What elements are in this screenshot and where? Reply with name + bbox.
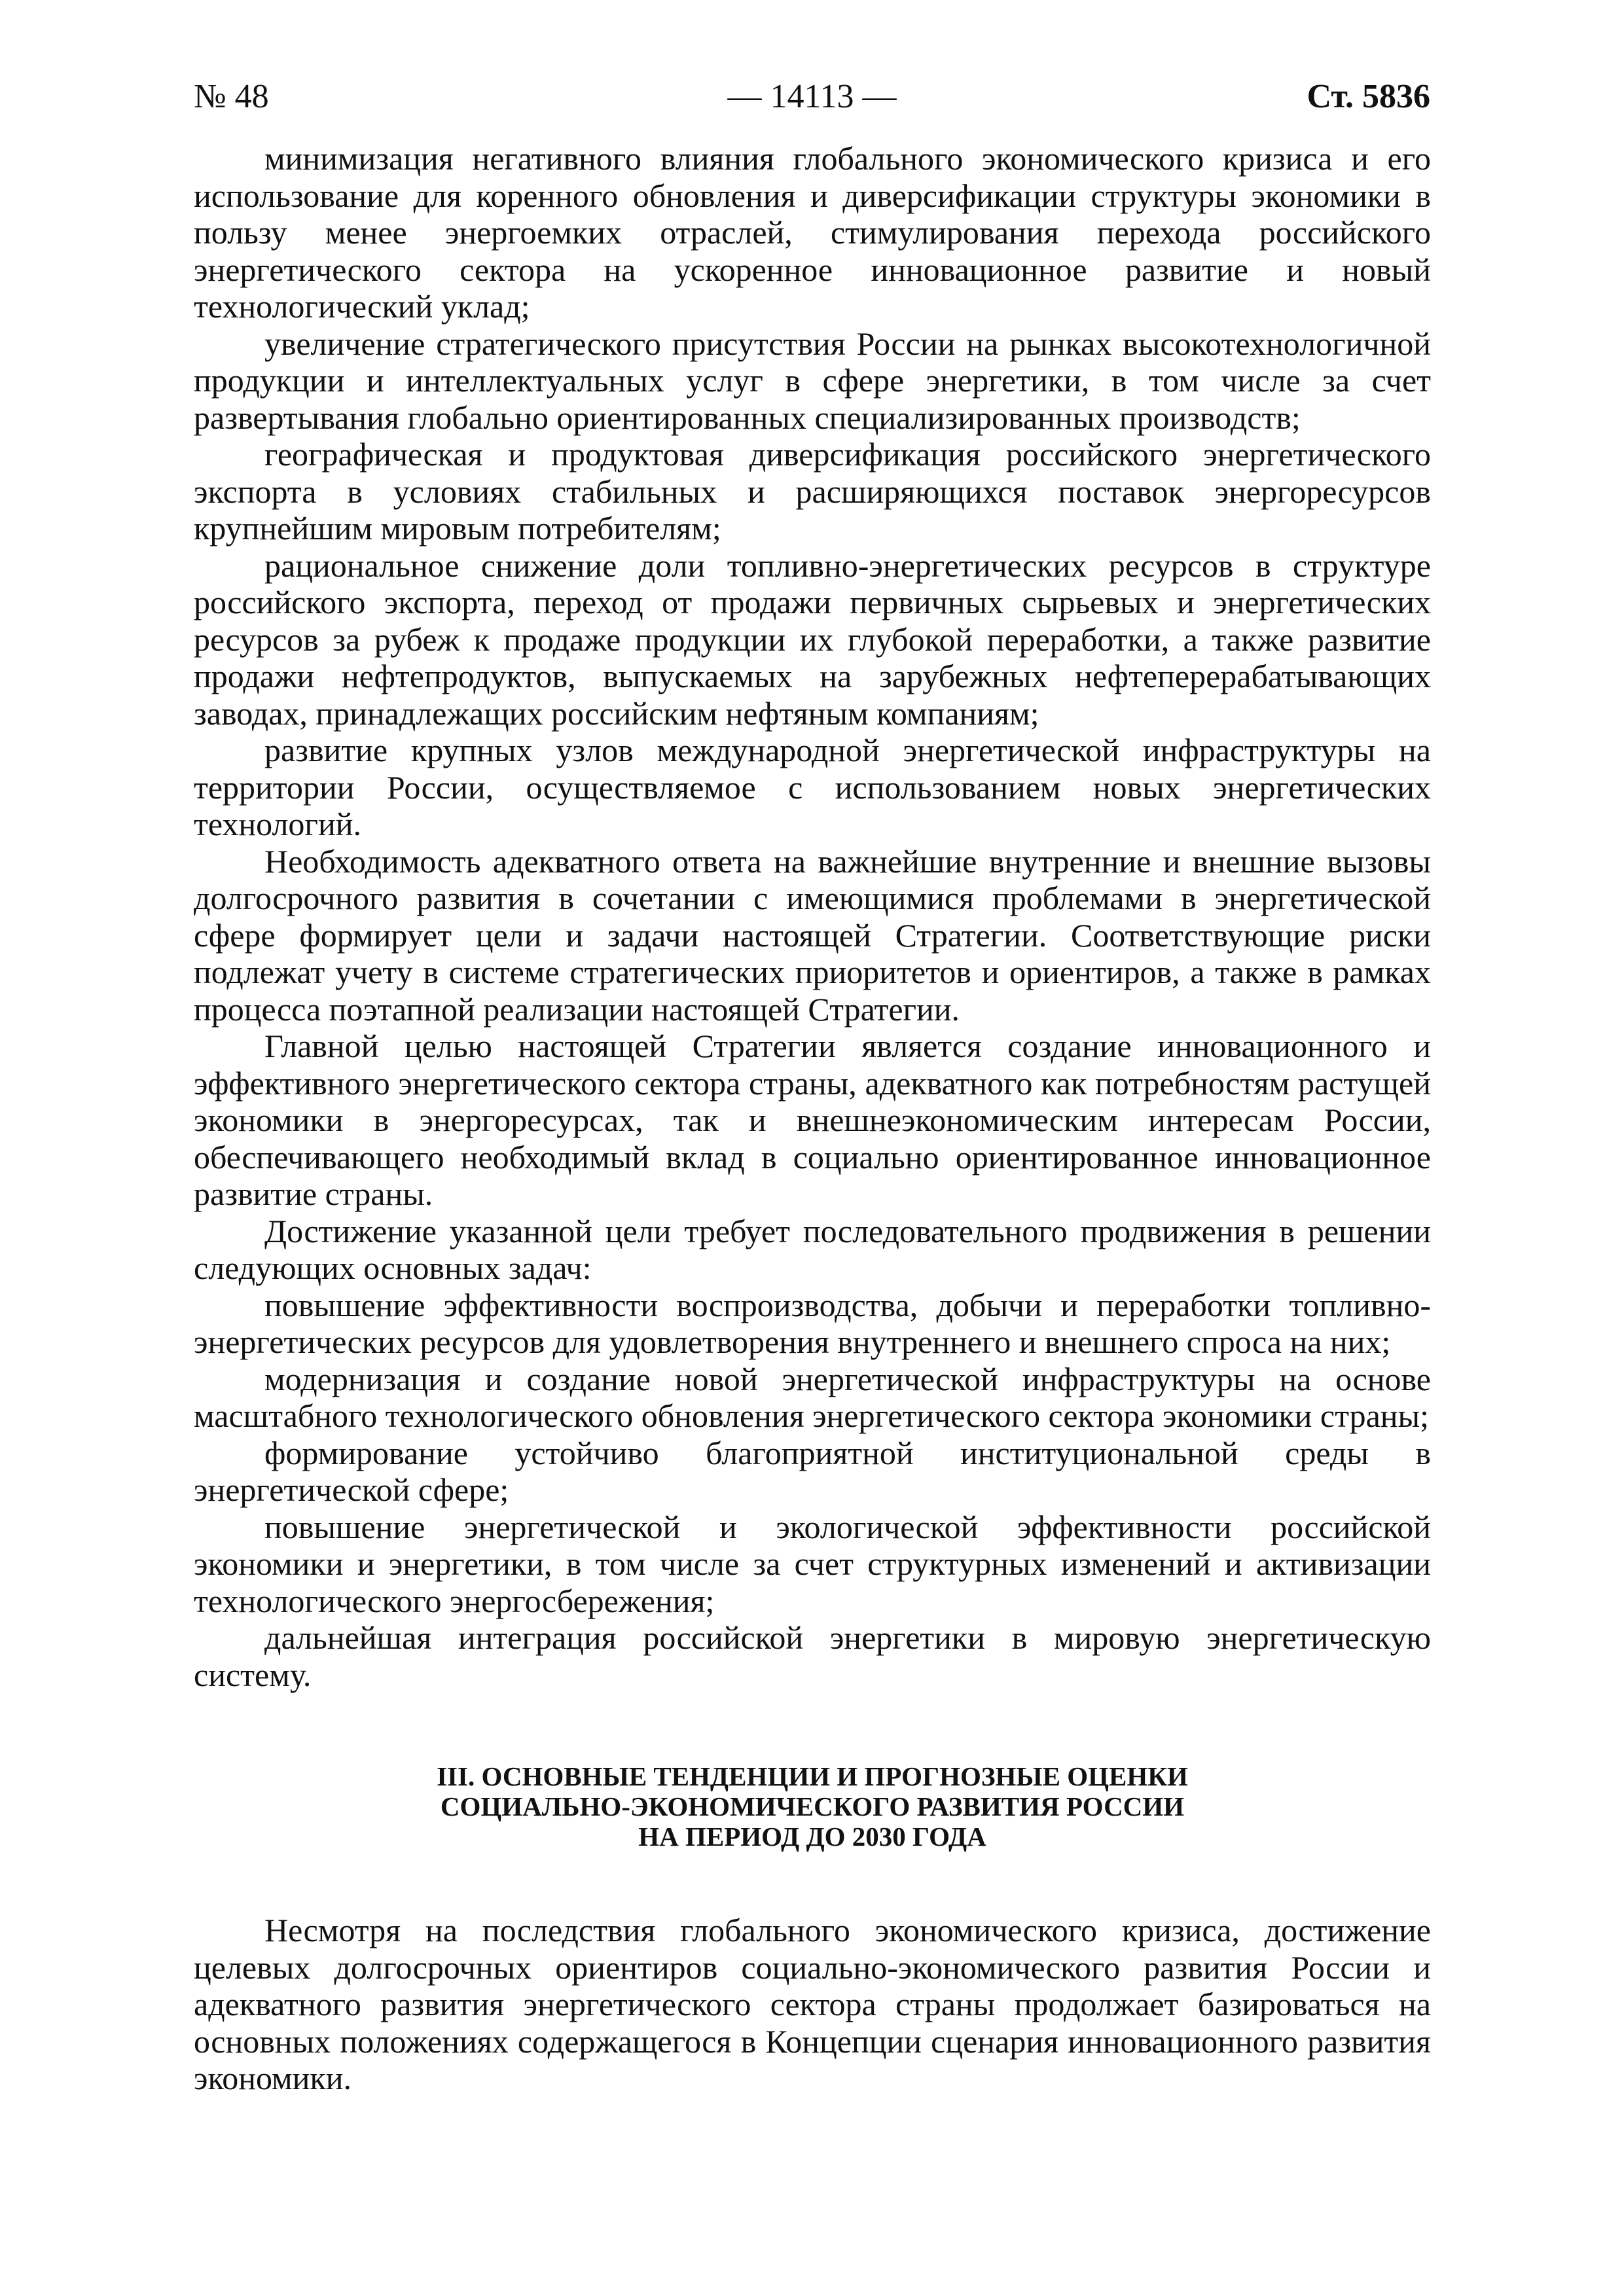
paragraph: повышение эффективности воспроизводства, добычи и переработки топливно-энергетических ресурсов для удовлетворения внутреннего и внешнего спроса на них; bbox=[194, 1286, 1431, 1360]
paragraph: Необходимость адекватного ответа на важнейшие внутренние и внешние вызовы долгосрочного развития в сочетании с имеющимися проблемами в энергетической сфере формирует цели и задачи настоящей Стратегии. Соответствующие риски подлежат учету в системе стратегических приоритетов и ориентиров, а также в рамках процесса поэтапной реализации настоящей Стратегии. bbox=[194, 842, 1431, 1028]
article-number: Ст. 5836 bbox=[1307, 78, 1430, 115]
paragraph: Несмотря на последствия глобального экономического кризиса, достижение целевых долгосрочных ориентиров социально-экономического развития России и адекватного развития энергетического сектора страны продолжает базироваться на основных положениях содержащегося в Концепции сценария инновационного развития экономики. bbox=[194, 1912, 1431, 2096]
paragraph: рациональное снижение доли топливно-энергетических ресурсов в структуре российского экспорта, переход от продажи первичных сырьевых и энергетических ресурсов за рубеж к продаже продукции их глубокой переработки, а также развитие продажи нефтепродуктов, выпускаемых на зарубежных нефтеперерабатывающих заводах, принадлежащих российским нефтяным компаниям; bbox=[194, 547, 1431, 732]
page-header bbox=[194, 71, 1430, 123]
section-title-line: III. ОСНОВНЫЕ ТЕНДЕНЦИИ И ПРОГНОЗНЫЕ ОЦЕНКИ bbox=[437, 1761, 1188, 1791]
section-title bbox=[194, 1761, 1431, 1852]
page-body bbox=[194, 140, 1431, 2097]
paragraph: увеличение стратегического присутствия России на рынках высокотехнологичной продукции и интеллектуальных услуг в сфере энергетики, в том числе за счет развертывания глобально ориентированных специализированных производств; bbox=[194, 325, 1431, 436]
section-title-line: НА ПЕРИОД ДО 2030 ГОДА bbox=[638, 1821, 986, 1852]
paragraph: Достижение указанной цели требует последовательного продвижения в решении следующих основных задач: bbox=[194, 1212, 1431, 1286]
paragraph: формирование устойчиво благоприятной институциональной среды в энергетической сфере; bbox=[194, 1434, 1431, 1508]
paragraph: развитие крупных узлов международной энергетической инфраструктуры на территории России, осуществляемое с использованием новых энергетических технологий. bbox=[194, 732, 1431, 842]
paragraph: дальнейшая интеграция российской энергетики в мировую энергетическую систему. bbox=[194, 1619, 1431, 1693]
paragraph: модернизация и создание новой энергетической инфраструктуры на основе масштабного технологического обновления энергетического сектора экономики страны; bbox=[194, 1360, 1431, 1434]
section-title-line: СОЦИАЛЬНО-ЭКОНОМИЧЕСКОГО РАЗВИТИЯ РОССИИ bbox=[440, 1791, 1185, 1821]
paragraph: минимизация негативного влияния глобального экономического кризиса и его использование для коренного обновления и диверсификации структуры экономики в пользу менее энергоемких отраслей, стимулирования перехода российского энергетического сектора на ускоренное инновационное развитие и новый технологический уклад; bbox=[194, 140, 1431, 325]
issue-number: № 48 bbox=[194, 78, 269, 115]
paragraph: повышение энергетической и экологической эффективности российской экономики и энергетики, в том числе за счет структурных изменений и активизации технологического энергосбережения; bbox=[194, 1508, 1431, 1619]
page-number: — 14113 — bbox=[727, 78, 897, 115]
paragraph: географическая и продуктовая диверсификация российского энергетического экспорта в условиях стабильных и расширяющихся поставок энергоресурсов крупнейшим мировым потребителям; bbox=[194, 436, 1431, 547]
paragraph: Главной целью настоящей Стратегии является создание инновационного и эффективного энергетического сектора страны, адекватного как потребностям растущей экономики в энергоресурсах, так и внешнеэкономическим интересам России, обеспечивающего необходимый вклад в социально ориентированное инновационное развитие страны. bbox=[194, 1028, 1431, 1212]
